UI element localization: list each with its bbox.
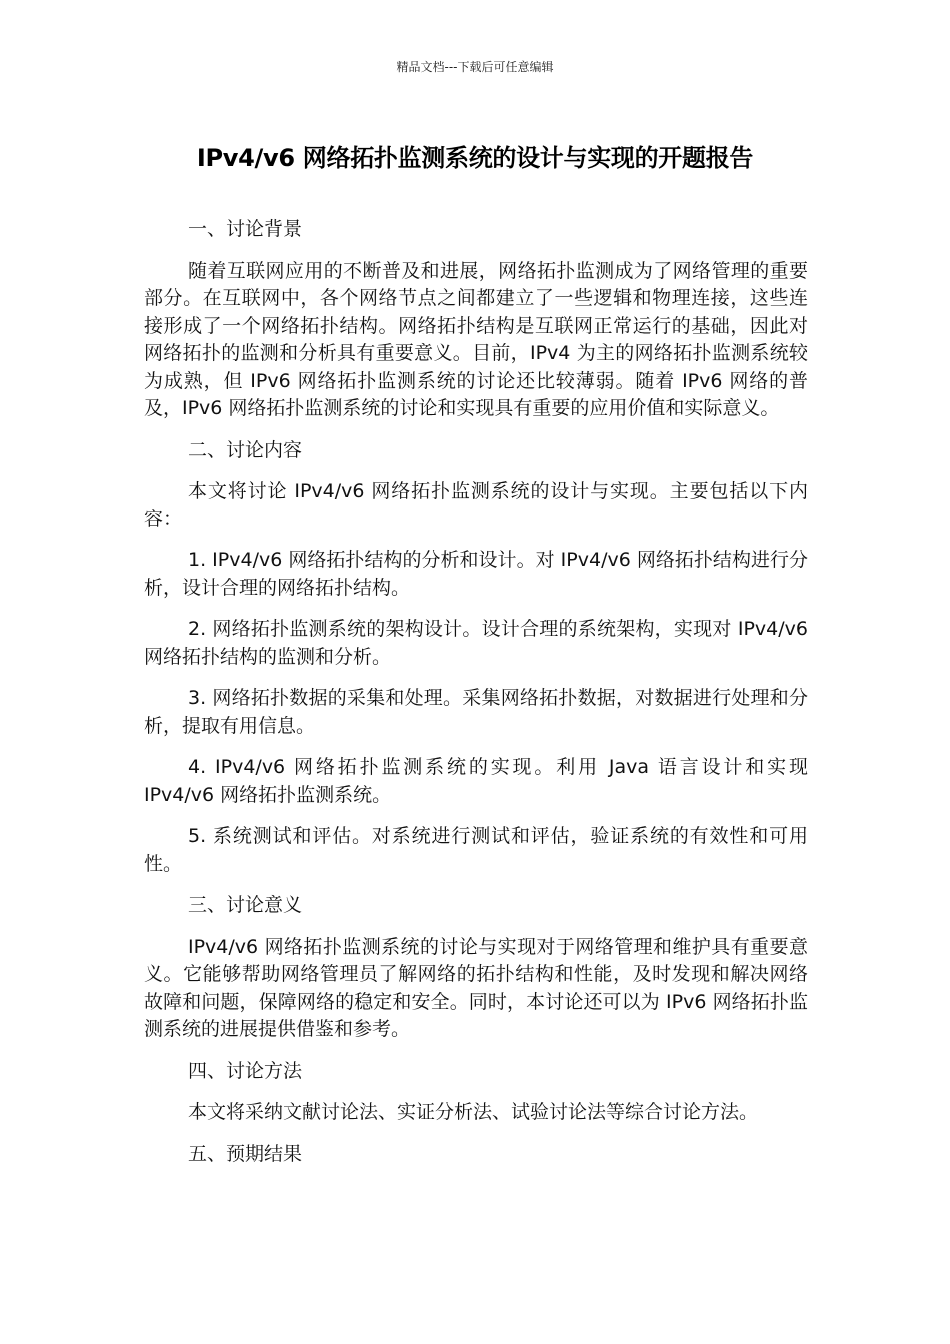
document-body — [144, 216, 808, 1182]
method-paragraph: 本文将采纳文献讨论法、实证分析法、试验讨论法等综合讨论方法。 — [188, 1101, 759, 1123]
section-heading-significance: 三、讨论意义 — [188, 894, 303, 916]
content-list-item: 2. 网络拓扑监测系统的架构设计。设计合理的系统架构，实现对 IPv4/v6 网络拓扑结构的监测和分析。 — [144, 618, 808, 668]
significance-paragraph: IPv4/v6 网络拓扑监测系统的讨论与实现对于网络管理和维护具有重要意义。它能够帮助网络管理员了解网络的拓扑结构和性能，及时发现和解决网络故障和问题，保障网络的稳定和安全。同时，本讨论还可以为 IPv6 网络拓扑监测系统的进展提供借鉴和参考。 — [144, 935, 808, 1040]
section-heading-background: 一、讨论背景 — [188, 218, 303, 240]
section-heading-method: 四、讨论方法 — [188, 1059, 303, 1082]
page-header: 精品文档---下载后可任意编辑 — [396, 60, 554, 74]
content-list-item: 5. 系统测试和评估。对系统进行测试和评估，验证系统的有效性和可用性。 — [144, 825, 808, 875]
content-list-item: 3. 网络拓扑数据的采集和处理。采集网络拓扑数据，对数据进行处理和分析，提取有用信息。 — [144, 687, 808, 737]
background-paragraph: 随着互联网应用的不断普及和进展，网络拓扑监测成为了网络管理的重要部分。在互联网中，各个网络节点之间都建立了一些逻辑和物理连接，这些连接形成了一个网络拓扑结构。网络拓扑结构是互联网正常运行的基础，因此对网络拓扑的监测和分析具有重要意义。目前，IPv4 为主的网络拓扑监测系统较为成熟，但 IPv6 网络拓扑监测系统的讨论还比较薄弱。随着 IPv6 网络的普及，IPv6 网络拓扑监测系统的讨论和实现具有重要的应用价值和实际意义。 — [144, 259, 808, 419]
document-title: IPv4/v6 网络拓扑监测系统的设计与实现的开题报告 — [196, 144, 754, 172]
section-heading-content: 二、讨论内容 — [188, 438, 303, 461]
section-heading-expected-results: 五、预期结果 — [188, 1142, 303, 1165]
content-list-item: 4. IPv4/v6 网络拓扑监测系统的实现。利用 Java 语言设计和实现 IPv4/v6 网络拓扑监测系统。 — [144, 756, 808, 806]
content-intro-paragraph: 本文将讨论 IPv4/v6 网络拓扑监测系统的设计与实现。主要包括以下内容： — [144, 480, 808, 530]
content-list-item: 1. IPv4/v6 网络拓扑结构的分析和设计。对 IPv4/v6 网络拓扑结构进行分析，设计合理的网络拓扑结构。 — [144, 549, 808, 599]
